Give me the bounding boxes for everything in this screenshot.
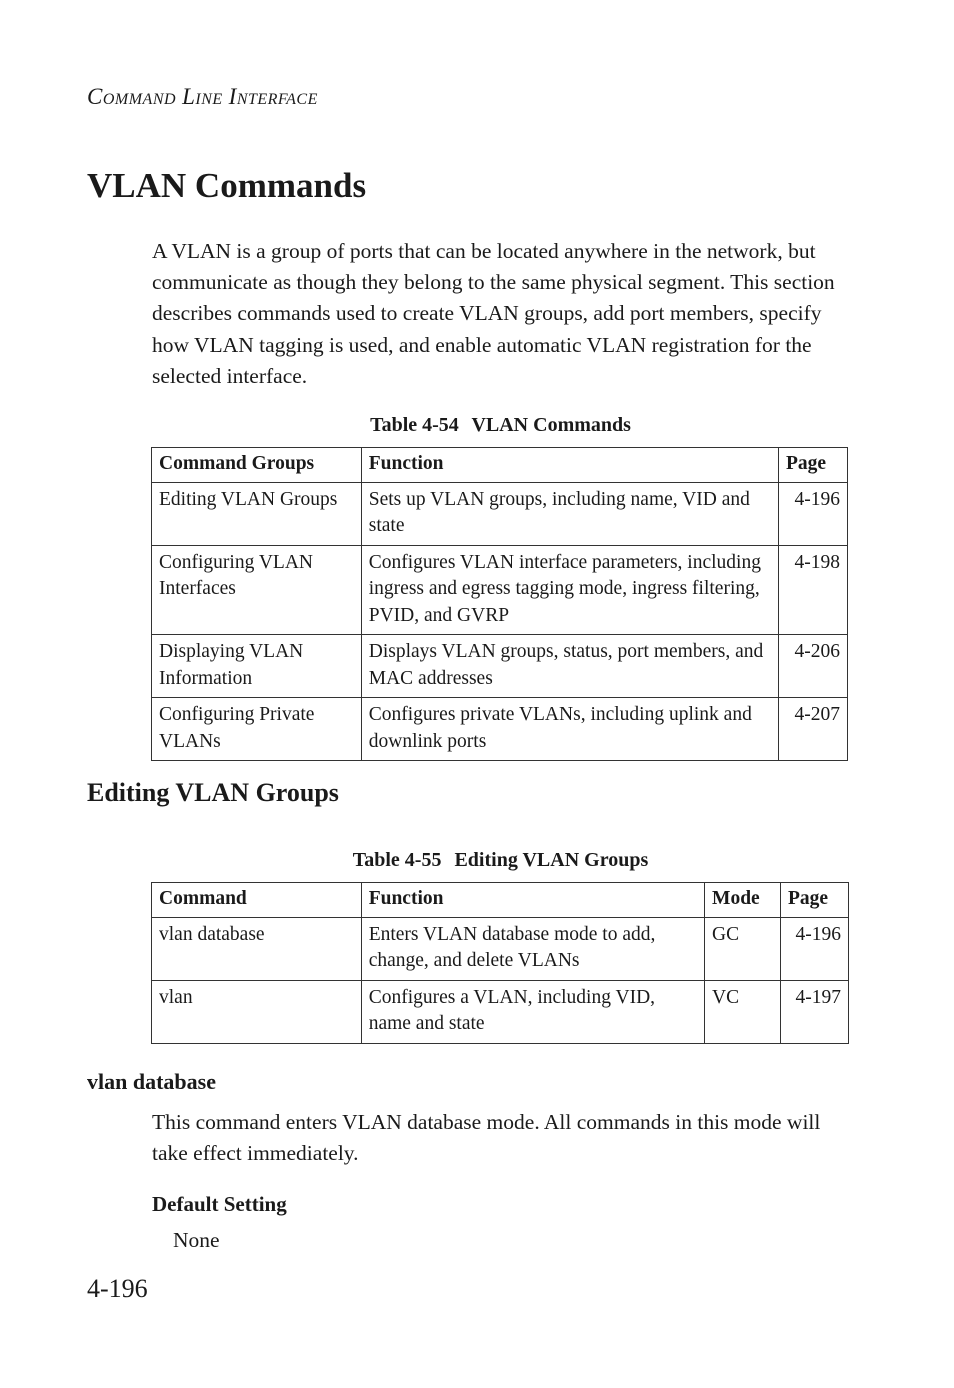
page-number: 4-196 [87,1274,148,1303]
table-cell: 4-198 [779,545,848,635]
vlan-commands-table [151,447,848,761]
column-header: Page [781,883,849,918]
table-header-row [152,883,849,918]
table1-caption [152,414,849,437]
command-description: This command enters VLAN database mode. All commands in this mode will take effect immediately. [152,1110,821,1166]
table-cell: vlan [152,980,362,1043]
table-cell: 4-196 [779,482,848,545]
table-cell: Displaying VLAN Information [152,635,362,698]
header-initial: C [87,84,103,109]
table-cell: Configuring Private VLANs [152,698,362,761]
table-row [152,635,848,698]
table2-caption-number: Table 4-55 [352,849,442,871]
header-initial: L [182,84,196,109]
column-header: Page [779,448,848,483]
table-cell: GC [705,917,781,980]
table-header-row [152,448,848,483]
table-cell: Sets up VLAN groups, including name, VID and state [361,482,778,545]
header-word: OMMAND [102,91,177,108]
table-cell: Configures a VLAN, including VID, name and state [361,980,704,1043]
table-cell: Enters VLAN database mode to add, change, and delete VLANs [361,917,704,980]
command-heading: vlan database [87,1069,216,1094]
column-header: Mode [705,883,781,918]
intro-paragraph: A VLAN is a group of ports that can be located anywhere in the network, but communicate as though they belong to the same physical segment. This section describes commands used to create VLAN groups, add port members, specify how VLAN tagging is used, and enable automatic VLAN registration for the selected interface. [152,239,835,388]
header-word: NTERFACE [236,91,318,108]
table-cell: 4-207 [779,698,848,761]
table-cell: Configuring VLAN Interfaces [152,545,362,635]
table-cell: 4-196 [781,917,849,980]
table-row [152,482,848,545]
table-cell: VC [705,980,781,1043]
running-header [87,84,318,110]
section-heading: Editing VLAN Groups [87,778,339,807]
editing-vlan-groups-table [151,882,849,1044]
page-title: VLAN Commands [87,166,367,205]
table-cell: 4-197 [781,980,849,1043]
table2-caption [152,849,849,872]
table-row [152,698,848,761]
table-cell: Configures VLAN interface parameters, including ingress and egress tagging mode, ingress filtering, PVID, and GVRP [361,545,778,635]
table-row [152,545,848,635]
table-row [152,917,849,980]
column-header: Function [361,448,778,483]
table-row [152,980,849,1043]
column-header: Command [152,883,362,918]
column-header: Command Groups [152,448,362,483]
header-word: INE [195,91,223,108]
default-setting-value: None [173,1228,220,1252]
table-cell: Editing VLAN Groups [152,482,362,545]
table2-caption-title: Editing VLAN Groups [454,849,649,871]
table-cell: 4-206 [779,635,848,698]
table1-caption-number: Table 4-54 [370,414,459,436]
header-initial: I [228,84,237,109]
table-cell: Displays VLAN groups, status, port members, and MAC addresses [361,635,778,698]
default-setting-heading: Default Setting [152,1192,287,1216]
table-cell: vlan database [152,917,362,980]
column-header: Function [361,883,704,918]
table1-caption-title: VLAN Commands [471,414,631,436]
table-cell: Configures private VLANs, including uplink and downlink ports [361,698,778,761]
